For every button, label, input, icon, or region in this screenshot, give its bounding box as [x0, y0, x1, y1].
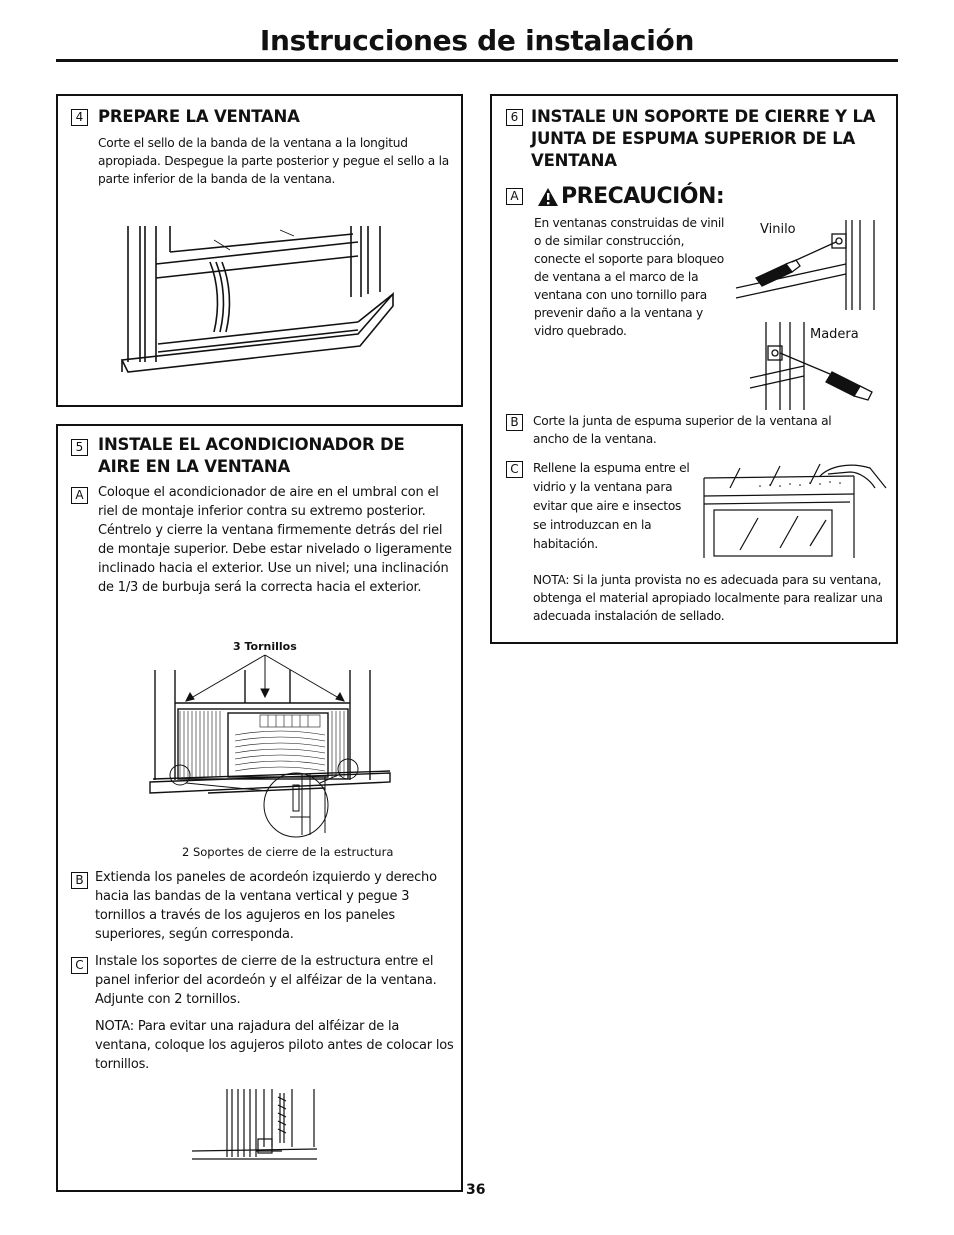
step-5-b-letter: B: [71, 872, 88, 889]
step-4-heading: PREPARE LA VENTANA: [98, 107, 300, 126]
step-5-b-text: Extienda los paneles de acordeón izquierdo y derecho hacia las bandas de la ventana vertical y pegue 3 tornillos a través de los agujeros en los paneles superiores, según corresponda.: [95, 870, 437, 942]
title-rule: [56, 59, 898, 62]
vinyl-label: Vinilo: [760, 222, 796, 237]
step-6-number: 6: [506, 109, 523, 126]
step-5-c-text: Instale los soportes de cierre de la estructura entre el panel inferior del acordeón y el alféizar de la ventana. Adjunte con 2 tornillos.: [95, 954, 437, 1007]
warning-icon: [537, 187, 559, 207]
step-6-heading: INSTALE UN SOPORTE DE CIERRE Y LA JUNTA DE ESPUMA SUPERIOR DE LA VENTANA: [531, 107, 876, 170]
vinyl-screwdriver-illustration: [736, 220, 886, 310]
window-seal-illustration: [118, 222, 393, 372]
foam-seal-illustration: [700, 458, 890, 558]
step-5-c-letter: C: [71, 957, 88, 974]
wood-label: Madera: [810, 327, 859, 342]
page-number: 36: [466, 1182, 486, 1198]
step-5-note: NOTA: Para evitar una rajadura del alféizar de la ventana, coloque los agujeros piloto antes de colocar los tornillos.: [95, 1019, 454, 1072]
step-6-note: NOTA: Si la junta provista no es adecuada para su ventana, obtenga el material apropiado localmente para realizar una adecuada instalación de sellado.: [533, 573, 883, 623]
step-5-a-text: Coloque el acondicionador de aire en el umbral con el riel de montaje inferior contra su extremo posterior. Céntrelo y cierre la ventana firmemente detrás del riel de montaje superior. Debe estar nivelado o ligeramente inclinado hacia el exterior. Use un nivel; una inclinación de 1/3 de burbuja será la correcta hacia el exterior.: [98, 485, 452, 595]
brackets-label: 2 Soportes de cierre de la estructura: [182, 845, 394, 859]
ac-installation-illustration: [150, 655, 395, 845]
step-5-number: 5: [71, 439, 88, 456]
wood-screwdriver-illustration: [750, 322, 890, 412]
bracket-screw-illustration: [192, 1087, 317, 1167]
step-6-b-letter: B: [506, 414, 523, 431]
page-title: Instrucciones de instalación: [259, 24, 695, 57]
caution-title: PRECAUCIÓN:: [561, 184, 725, 209]
step-6-c-letter: C: [506, 461, 523, 478]
step-6-c-text: Rellene la espuma entre el vidrio y la ventana para evitar que aire e insectos se introduzcan en la habitación.: [533, 461, 690, 551]
step-6-a-letter: A: [506, 188, 523, 205]
step-5-heading: INSTALE EL ACONDICIONADOR DE AIRE EN LA VENTANA: [98, 435, 405, 476]
step-4-text: Corte el sello de la banda de la ventana a la longitud apropiada. Despegue la parte posterior y pegue el sello a la parte inferior de la banda de la ventana.: [98, 136, 449, 186]
step-4-number: 4: [71, 109, 88, 126]
caution-text: En ventanas construidas de vinil o de similar construcción, conecte el soporte para bloqueo de ventana a el marco de la ventana con uno tornillo para prevenir daño a la ventana y vidro quebrado.: [534, 216, 725, 338]
step-6-b-text: Corte la junta de espuma superior de la ventana al ancho de la ventana.: [533, 414, 832, 446]
step-5-a-letter: A: [71, 487, 88, 504]
screws-label: 3 Tornillos: [233, 640, 297, 653]
